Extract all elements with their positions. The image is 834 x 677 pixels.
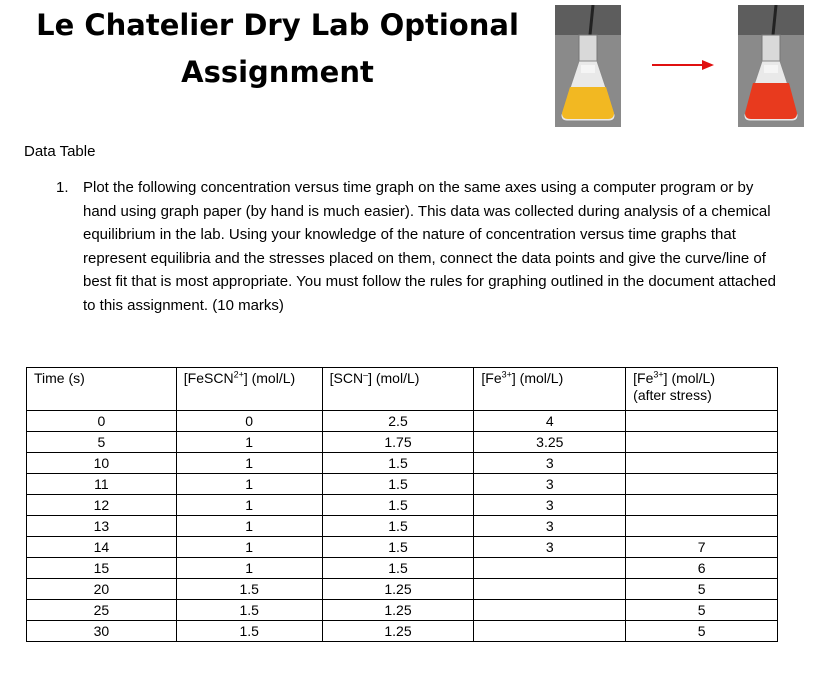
cell-fe: 3 [474,474,626,495]
cell-fe-after-stress [626,411,778,432]
cell-fescn: 0 [176,411,322,432]
cell-fescn: 1 [176,558,322,579]
cell-scn: 1.25 [322,600,474,621]
cell-fe-after-stress [626,495,778,516]
table-row [27,579,778,600]
question-1 [56,176,786,317]
cell-fescn: 1.5 [176,579,322,600]
cell-time: 12 [27,495,177,516]
cell-fescn: 1 [176,495,322,516]
cell-fe: 4 [474,411,626,432]
cell-time: 30 [27,621,177,642]
table-row [27,453,778,474]
cell-time: 5 [27,432,177,453]
table-row [27,621,778,642]
title-line-1: Le Chatelier Dry Lab Optional [36,8,519,42]
cell-fescn: 1.5 [176,600,322,621]
cell-fe-after-stress: 5 [626,621,778,642]
cell-fe-after-stress [626,516,778,537]
cell-time: 15 [27,558,177,579]
table-row [27,495,778,516]
cell-time: 0 [27,411,177,432]
header-scn: [SCN–] (mol/L) [322,368,474,411]
cell-time: 13 [27,516,177,537]
cell-fe-after-stress: 7 [626,537,778,558]
cell-fe: 3 [474,537,626,558]
cell-time: 10 [27,453,177,474]
yellow-solution [562,87,614,119]
cell-fescn: 1 [176,432,322,453]
cell-fescn: 1.5 [176,621,322,642]
cell-scn: 1.5 [322,453,474,474]
header-time: Time (s) [27,368,177,411]
cell-scn: 1.5 [322,474,474,495]
cell-fe [474,558,626,579]
header-fe: $[Fe^{3+}]$ (mol/L) [474,368,626,411]
table-row [27,516,778,537]
table-row [27,600,778,621]
cell-fe-after-stress: 5 [626,600,778,621]
cell-fe-after-stress: 5 [626,579,778,600]
table-header-row [27,368,778,411]
cell-fe: 3 [474,495,626,516]
cell-fescn: 1 [176,474,322,495]
table-row [27,537,778,558]
data-table [26,367,778,642]
cell-fe-after-stress [626,474,778,495]
cell-scn: 1.5 [322,537,474,558]
page-title [0,2,555,96]
cell-time: 25 [27,600,177,621]
red-flask-image [738,5,804,127]
cell-scn: 1.75 [322,432,474,453]
red-solution [745,83,797,119]
cell-fescn: 1 [176,537,322,558]
yellow-flask-image [555,5,621,127]
table-row [27,411,778,432]
table-row [27,474,778,495]
cell-fe [474,621,626,642]
cell-fe: 3 [474,453,626,474]
cell-fe: 3.25 [474,432,626,453]
cell-scn: 1.5 [322,516,474,537]
cell-time: 20 [27,579,177,600]
question-number: 1. [56,179,69,196]
table-row [27,558,778,579]
header-fe-after-stress: $[Fe^{3+}]$ (mol/L) (after stress) [626,368,778,411]
cell-fe-after-stress: 6 [626,558,778,579]
cell-scn: 1.5 [322,495,474,516]
cell-time: 11 [27,474,177,495]
cell-fe: 3 [474,516,626,537]
cell-scn: 1.25 [322,621,474,642]
title-line-2: Assignment [181,55,374,89]
cell-scn: 1.25 [322,579,474,600]
table-row [27,432,778,453]
cell-scn: 2.5 [322,411,474,432]
section-label: Data Table [24,143,96,160]
cell-fescn: 1 [176,453,322,474]
question-text: Plot the following concentration versus time graph on the same axes using a computer program or by hand using graph paper (by hand is much easier). This data was collected during analysis of a chemical equilibrium in the lab. Using your knowledge of the nature of concentration versus time graphs that represent equilibria and the stresses placed on them, connect the data points and give the curve/line of best fit that is most appropriate. You must follow the rules for graphing outlined in the document attached to this assignment. (10 marks) [83,179,776,314]
cell-fe-after-stress [626,432,778,453]
cell-fe-after-stress [626,453,778,474]
cell-fe [474,579,626,600]
reaction-arrow-icon [650,58,716,72]
cell-fe [474,600,626,621]
cell-fescn: 1 [176,516,322,537]
cell-time: 14 [27,537,177,558]
cell-scn: 1.5 [322,558,474,579]
header-fescn: [FeSCN$^{2+}$] (mol/L) [176,368,322,411]
